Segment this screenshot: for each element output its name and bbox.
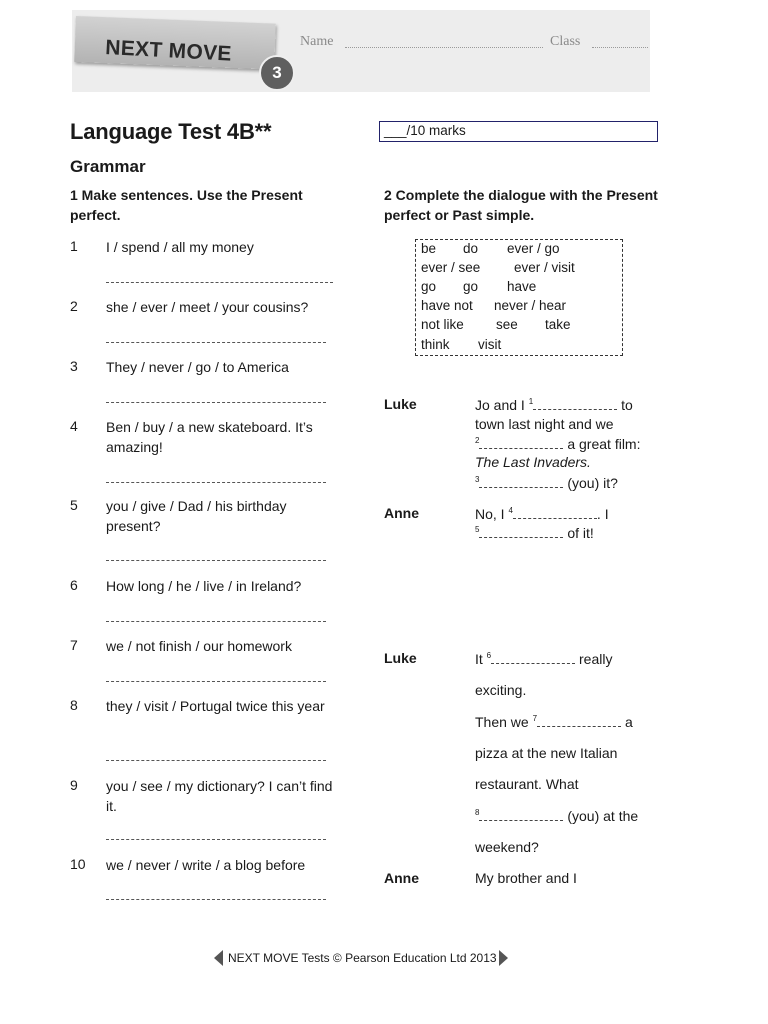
marks-text: ___/10 marks [384,123,466,138]
word-box-item: take [545,317,571,332]
word-box-item: ever / go [507,241,560,256]
item-prompt: we / not finish / our homework [106,638,292,654]
word-box-item: go [463,279,479,294]
item-number: 5 [70,497,78,513]
gap-5[interactable] [479,524,563,538]
speaker-label: Anne [384,505,419,521]
gap-2[interactable] [479,435,563,449]
name-field[interactable] [345,37,543,48]
name-label: Name [300,34,334,49]
item-number: 3 [70,358,78,374]
answer-line[interactable] [106,759,326,761]
dialogue-line: My brother and I [475,870,577,886]
item-number: 8 [70,697,78,713]
item-prompt: you / give / Dad / his birthday present? [106,498,287,534]
word-box-item: be [421,241,437,256]
arrow-left-icon [214,950,223,966]
item-prompt: I / spend / all my money [106,239,254,255]
answer-line[interactable] [106,559,326,561]
item-number: 9 [70,777,78,793]
dialogue-line: $^3$ (you) it? [475,475,618,491]
word-box-item: ever / visit [514,260,575,275]
dialogue-line: pizza at the new Italian [475,745,618,761]
gap-6[interactable] [491,650,575,664]
answer-line[interactable] [106,281,333,283]
item-prompt: they / visit / Portugal twice this year [106,698,325,714]
answer-line[interactable] [106,620,326,622]
gap-7[interactable] [537,713,621,727]
section-heading: Grammar [70,157,146,176]
item-prompt: we / never / write / a blog before [106,857,306,873]
answer-line[interactable] [106,838,326,840]
class-label: Class [550,34,581,49]
class-field[interactable] [592,37,648,48]
dialogue-line: $^2$ a great film: [475,436,641,452]
answer-line[interactable] [106,481,326,483]
item-prompt: How long / he / live / in Ireland? [106,578,302,594]
item-number: 7 [70,637,78,653]
word-box-item: never / hear [494,298,567,313]
dialogue-line: Then we $^7$ a [475,714,633,730]
gap-3[interactable] [479,474,563,488]
word-box-item: have [507,279,537,294]
item-prompt: she / ever / meet / your cousins? [106,299,309,315]
logo-text: NEXT MOVE [104,36,233,66]
film-title: The Last Invaders. [475,454,591,470]
test-title: Language Test 4B** [70,119,272,144]
dialogue-line: Jo and I $^1$ to [475,397,633,413]
speaker-label: Anne [384,870,419,886]
footer-text: NEXT MOVE Tests © Pearson Education Ltd 2013 [228,951,497,965]
dialogue-line: weekend? [475,839,539,855]
dialogue-line: $^5$ of it! [475,525,594,541]
speaker-label: Luke [384,396,417,412]
item-number: 10 [70,856,86,872]
dialogue-line: restaurant. What [475,776,579,792]
item-number: 4 [70,418,78,434]
gap-1[interactable] [533,396,617,410]
item-number: 6 [70,577,78,593]
gap-8[interactable] [479,807,563,821]
speaker-label: Luke [384,650,417,666]
exercise2-instruction: 2 Complete the dialogue with the Present perfect or Past simple. [384,187,658,223]
level-badge: 3 [259,55,295,91]
word-box-item: not like [421,317,464,332]
dialogue-line: town last night and we [475,416,614,432]
word-box-item: visit [478,337,502,352]
word-box-item: go [421,279,437,294]
answer-line[interactable] [106,898,326,900]
word-box-item: have not [421,298,473,313]
dialogue-line: $^8$ (you) at the [475,808,639,824]
exercise1-instruction: 1 Make sentences. Use the Present perfect. [70,187,303,223]
item-prompt: Ben / buy / a new skateboard. It’s amazing! [106,419,313,455]
gap-4[interactable] [513,505,597,519]
dialogue-line: It $^6$ really [475,651,613,667]
answer-line[interactable] [106,401,326,403]
answer-line[interactable] [106,341,326,343]
dialogue-line: No, I $^4$ . I [475,506,609,522]
word-box-item: see [496,317,518,332]
answer-line[interactable] [106,680,326,682]
dialogue-line: exciting. [475,682,527,698]
arrow-right-icon [499,950,508,966]
item-number: 2 [70,298,78,314]
word-box-item: think [421,337,450,352]
item-number: 1 [70,238,78,254]
item-prompt: you / see / my dictionary? I can’t find it. [106,778,333,814]
item-prompt: They / never / go / to America [106,359,289,375]
word-box-item: do [463,241,479,256]
word-box-item: ever / see [421,260,481,275]
